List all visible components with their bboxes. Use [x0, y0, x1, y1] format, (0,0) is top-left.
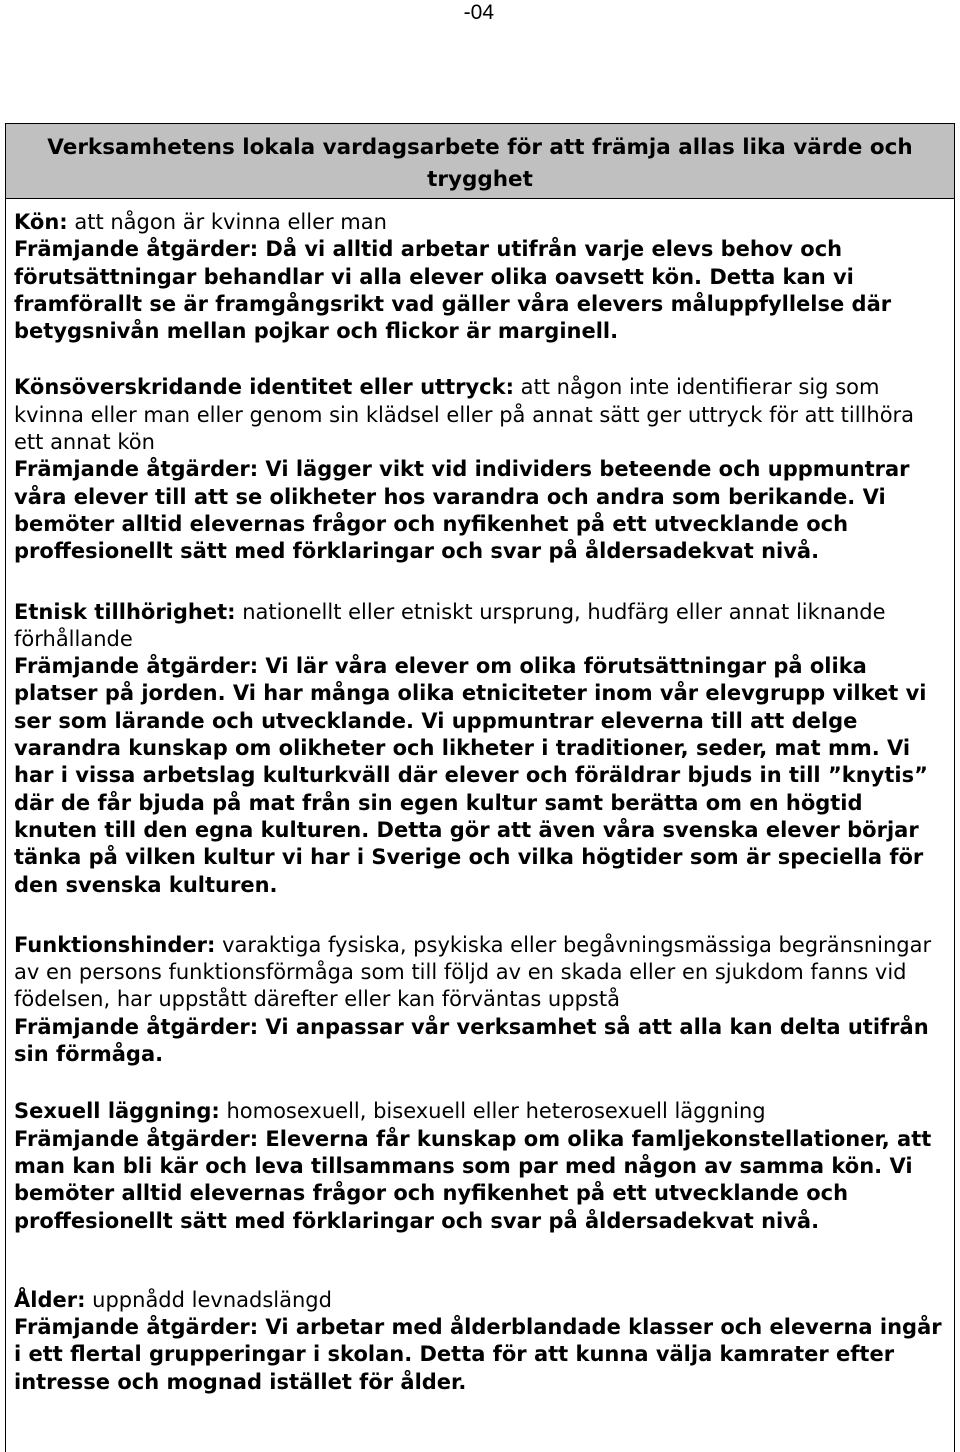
measures-paragraph — [14, 1126, 949, 1235]
measures-paragraph — [14, 456, 949, 565]
measures-label: Främjande åtgärder: — [14, 1126, 259, 1151]
term-definition: uppnådd levnadslängd — [85, 1287, 332, 1312]
term-label: Könsöverskridande identitet eller uttryck: — [14, 375, 514, 400]
measures-label: Främjande åtgärder: — [14, 1315, 259, 1340]
term-definition: att någon inte identifierar sig som kvinna eller man eller genom sin klädsel eller på annat sätt ger uttryck för att tillhöra ett annat kön — [14, 375, 915, 455]
table-header — [6, 124, 954, 199]
measures-label: Främjande åtgärder: — [14, 457, 259, 482]
definition-paragraph — [14, 1098, 949, 1125]
term-label: Etnisk tillhörighet: — [14, 599, 236, 624]
measures-text: Då vi alltid arbetar utifrån varje elevs behov och förutsättningar behandlar vi alla elever olika oavsett kön. Detta kan vi framförallt se är framgångsrikt vad gäller våra elevers måluppfyllelse där betygsnivån mellan pojkar och flickor är marginell. — [14, 237, 892, 344]
section-funktionshinder — [14, 932, 949, 1068]
definition-paragraph — [14, 209, 949, 236]
measures-text: Vi lägger vikt vid individers beteende och uppmuntrar våra elever till att se olikheter hos varandra och andra som berikande. Vi bemöter alltid elevernas frågor och nyfikenhet på ett utvecklande och proffesionellt sätt med förklaringar och svar på åldersadekvat nivå. — [14, 457, 910, 564]
term-label: Funktionshinder: — [14, 932, 216, 957]
section-konsoverskridande — [14, 374, 949, 565]
measures-label: Främjande åtgärder: — [14, 1014, 259, 1039]
term-label: Ålder: — [14, 1287, 86, 1312]
measures-text: Vi anpassar vår verksamhet så att alla kan delta utifrån sin förmåga. — [14, 1014, 929, 1067]
section-etnisk-tillhorighet — [14, 599, 949, 899]
section-sexuell-laggning — [14, 1098, 949, 1234]
measures-paragraph — [14, 236, 949, 345]
measures-text: Vi arbetar med ålderblandade klasser och eleverna ingår i ett flertal grupperingar i skolan. Detta för att kunna välja kamrater efter intresse och mognad istället för ålder. — [14, 1315, 942, 1394]
measures-label: Främjande åtgärder: — [14, 654, 259, 679]
measures-paragraph — [14, 1314, 949, 1396]
table-body — [14, 209, 949, 1396]
measures-paragraph — [14, 1014, 949, 1069]
definition-paragraph — [14, 1287, 949, 1314]
definition-paragraph — [14, 599, 949, 654]
term-definition: att någon är kvinna eller man — [67, 210, 387, 234]
definition-paragraph — [14, 932, 949, 1014]
definition-paragraph — [14, 374, 949, 456]
header-title: Verksamhetens lokala vardagsarbete för att främja allas lika värde och trygghet — [47, 135, 913, 192]
term-definition: homosexuell, bisexuell eller heterosexuell läggning — [219, 1099, 766, 1124]
measures-label: Främjande åtgärder: — [14, 237, 259, 262]
term-label: Kön: — [14, 210, 68, 234]
measures-paragraph — [14, 653, 949, 899]
term-label: Sexuell läggning: — [14, 1099, 220, 1124]
term-definition: varaktiga fysiska, psykiska eller begåvningsmässiga begränsningar av en persons funktionsförmåga som till följd av en skada eller en sjukdom fanns vid födelsen, har uppstått därefter eller kan förväntas uppstå — [14, 932, 932, 1012]
section-kon — [14, 209, 949, 345]
term-definition: nationellt eller etniskt ursprung, hudfärg eller annat liknande förhållande — [14, 599, 886, 651]
measures-text: Eleverna får kunskap om olika famljekonstellationer, att man kan bli kär och leva tillsammans som par med någon av samma kön. Vi bemöter alltid elevernas frågor och nyfikenhet på ett utvecklande och proffesionellt sätt med förklaringar och svar på åldersadekvat nivå. — [14, 1126, 932, 1233]
measures-text: Vi lär våra elever om olika förutsättningar på olika platser på jorden. Vi har många olika etniciteter inom vår elevgrupp vilket vi ser som lärande och utvecklande. Vi uppmuntrar eleverna till att delge varandra kunskap om olikheter och likheter i traditioner, seder, mat mm. Vi har i vissa arbetslag kulturkväll där elever och föräldrar bjuds in till ”knytis” där de får bjuda på mat från sin egen kultur samt berätta om en högtid knuten till den egna kulturen. Detta gör att även våra svenska elever börjar tänka på vilken kultur vi har i Sverige och vilka högtider som är speciella för den svenska kulturen. — [14, 654, 928, 897]
table-frame — [5, 123, 955, 1452]
page-number: -04 — [463, 1, 494, 24]
section-alder — [14, 1287, 949, 1396]
